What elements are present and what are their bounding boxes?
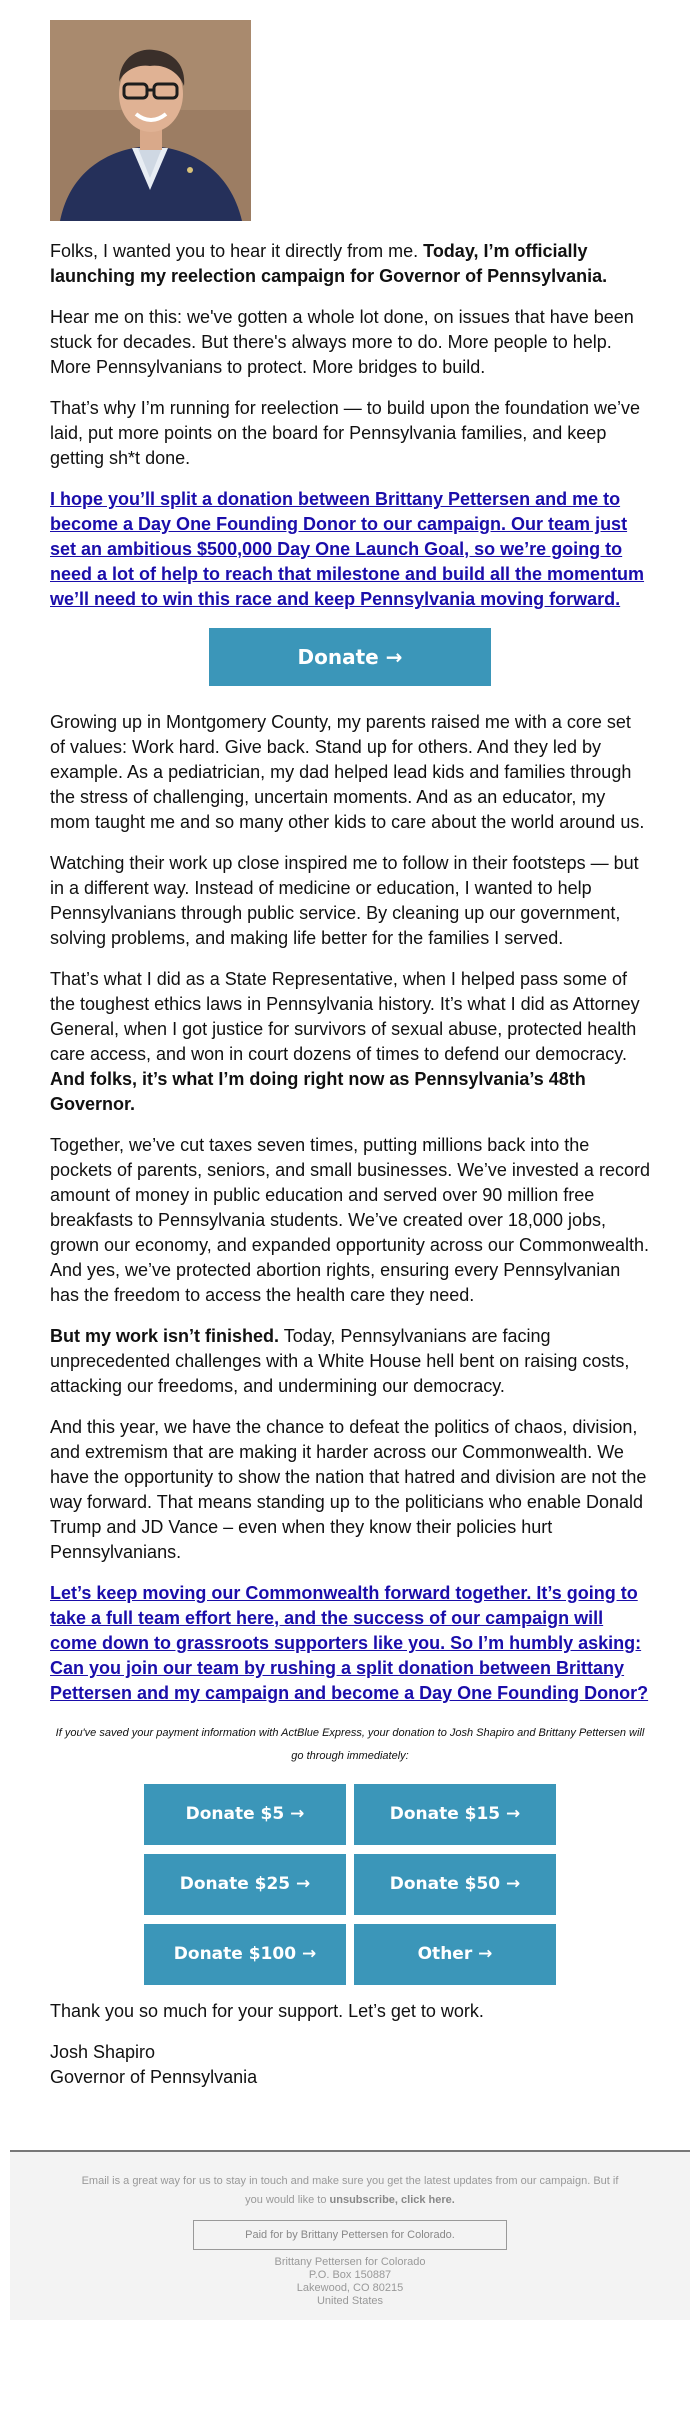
thank-you-line: Thank you so much for your support. Let’s get to work. <box>50 2001 484 2021</box>
donation-amount-grid <box>144 1784 556 1985</box>
challenges-emphasis: But my work isn’t finished. <box>50 1326 280 1346</box>
actblue-disclaimer: If you've saved your payment information with ActBlue Express, your donation to Josh Shapiro and Brittany Pettersen will go through immediately: <box>55 1727 645 1762</box>
address-line-org: Brittany Pettersen for Colorado <box>274 2256 426 2268</box>
signature-name: Josh Shapiro <box>50 2042 156 2062</box>
signature <box>50 2040 650 2090</box>
paragraph-reelection: That’s why I’m running for reelection — to build upon the foundation we’ve laid, put more points on the board for Pennsylvania families, and keep getting sh*t done. <box>50 398 641 468</box>
intro-text: Folks, I wanted you to hear it directly from me. <box>50 241 419 261</box>
paragraph-public-service: Watching their work up close inspired me to follow in their footsteps — but in a different way. Instead of medicine or education, I wanted to help Pennsylvanians through public service. By cleaning up our government, solving problems, and making life better for the families I served. <box>50 853 639 948</box>
cta-paragraph-2 <box>50 1581 650 1706</box>
paragraph-upbringing: Growing up in Montgomery County, my parents raised me with a core set of values: Work hard. Give back. Stand up for others. And they led by example. As a pediatrician, my dad helped lead kids and families through the stress of challenging, uncertain moments. And as an educator, my mom taught me and so many other kids to care about the world around us. <box>50 712 645 832</box>
cta-paragraph-1 <box>50 487 650 612</box>
split-donation-cta-link[interactable]: Let’s keep moving our Commonwealth forward together. It’s going to take a full team effort here, and the success of our campaign will come down to grassroots supporters like you. So I’m humbly asking: Can you join our team by rushing a split donation between Brittany Pettersen and my campaign and become a Day One Founding Donor? <box>50 1583 649 1703</box>
email-footer <box>10 2150 690 2320</box>
paragraph-opportunity: And this year, we have the chance to defeat the politics of chaos, division, and extremism that are making it harder across our Commonwealth. We have the opportunity to show the nation that hatred and division are not the way forward. That means standing up to the politicians who enable Donald Trump and JD Vance – even when they know their policies hurt Pennsylvanians. <box>50 1417 647 1562</box>
challenges-text: Today, Pennsylvanians are facing unprecedented challenges with a White House hell bent on raising costs, attacking our freedoms, and undermining our democracy. <box>50 1326 630 1396</box>
donation-cta-link[interactable]: I hope you’ll split a donation between Brittany Pettersen and me to become a Day One Founding Donor to our campaign. Our team just set an ambitious $500,000 Day One Launch Goal, so we’re going to need a lot of help to reach that milestone and build all the momentum we’ll need to win this race and keep Pennsylvania moving forward. <box>50 489 645 609</box>
donate-100-button[interactable]: Donate $100 → <box>144 1924 346 1985</box>
record-text: That’s what I did as a State Representative, when I helped pass some of the toughest ethics laws in Pennsylvania history. It’s what I did as Attorney General, when I got justice for survivors of sexual abuse, protected health care access, and won in court dozens of times to defend our democracy. <box>50 969 640 1064</box>
donate-5-button[interactable]: Donate $5 → <box>144 1784 346 1845</box>
paid-for-box: Paid for by Brittany Pettersen for Colorado. <box>193 2220 507 2250</box>
footer-note-text: Email is a great way for us to stay in touch and make sure you get the latest updates from our campaign. But if you would like to <box>81 2175 619 2206</box>
paragraph-record <box>50 967 650 1117</box>
donate-other-button[interactable]: Other → <box>354 1924 556 1985</box>
address-line-country: United States <box>316 2295 384 2307</box>
donate-button-row <box>50 628 650 686</box>
donate-button[interactable]: Donate → <box>209 628 491 686</box>
unsubscribe-link[interactable]: unsubscribe, click here. <box>329 2194 455 2206</box>
mailing-address <box>10 2256 690 2308</box>
address-line-pobox: P.O. Box 150887 <box>308 2269 392 2281</box>
footer-note <box>80 2172 620 2210</box>
address-line-city: Lakewood, CO 80215 <box>296 2282 404 2294</box>
portrait-illustration <box>50 20 251 221</box>
donate-15-button[interactable]: Donate $15 → <box>354 1784 556 1845</box>
paragraph-achievements: Together, we’ve cut taxes seven times, putting millions back into the pockets of parents, seniors, and small businesses. We’ve invested a record amount of money in public education and served over 90 million free breakfasts to Pennsylvania students. We’ve created over 18,000 jobs, grown our economy, and expanded opportunity across our Commonwealth. And yes, we’ve protected abortion rights, ensuring every Pennsylvanian has the freedom to access the health care they need. <box>50 1135 650 1305</box>
record-emphasis: And folks, it’s what I’m doing right now as Pennsylvania’s 48th Governor. <box>50 1069 586 1114</box>
signature-title: Governor of Pennsylvania <box>50 2067 258 2087</box>
paragraph-challenges <box>50 1324 650 1399</box>
paragraph-accomplishments: Hear me on this: we've gotten a whole lot done, on issues that have been stuck for decades. But there's always more to do. More people to help. More Pennsylvanians to protect. More bridges to build. <box>50 307 634 377</box>
donate-25-button[interactable]: Donate $25 → <box>144 1854 346 1915</box>
candidate-photo <box>50 20 251 221</box>
donate-50-button[interactable]: Donate $50 → <box>354 1854 556 1915</box>
intro-paragraph <box>50 239 650 289</box>
intro-announcement: Today, I’m officially launching my reelection campaign for Governor of Pennsylvania. <box>50 241 608 286</box>
email-body <box>50 20 650 2090</box>
